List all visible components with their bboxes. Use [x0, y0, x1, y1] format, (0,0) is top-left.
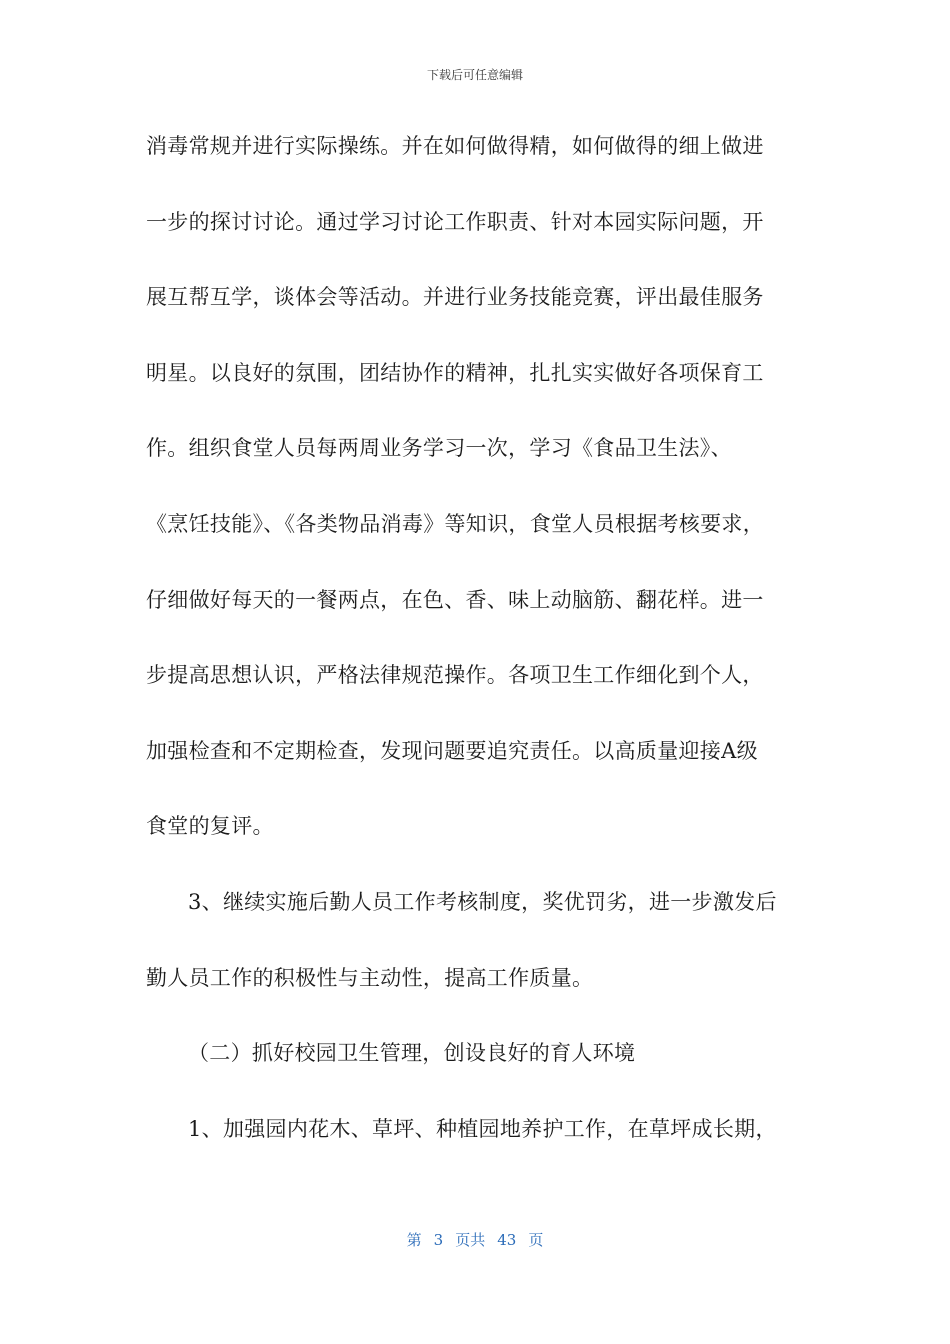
paragraph-start-line: 3、继续实施后勤人员工作考核制度，奖优罚劣，进一步激发后 — [188, 889, 777, 914]
text-line: 展互帮互学，谈体会等活动。并进行业务技能竞赛，评出最佳服务 — [146, 285, 764, 310]
footer-suffix: 页 — [528, 1231, 544, 1249]
section-heading: （二）抓好校园卫生管理，创设良好的育人环境 — [188, 1041, 636, 1066]
text-line: 勤人员工作的积极性与主动性，提高工作质量。 — [146, 965, 594, 990]
text-line: 一步的探讨讨论。通过学习讨论工作职责、针对本园实际问题，开 — [146, 209, 764, 234]
text-line: 《烹饪技能》、《各类物品消毒》等知识，食堂人员根据考核要求， — [146, 511, 764, 536]
footer-prefix: 第 — [406, 1231, 422, 1249]
document-body — [146, 128, 806, 1186]
text-line: 加强检查和不定期检查，发现问题要追究责任。以高质量迎接A级 — [146, 738, 758, 763]
text-line: 作。组织食堂人员每两周业务学习一次，学习《食品卫生法》、 — [146, 436, 732, 461]
text-line: 食堂的复评。 — [146, 814, 274, 839]
page-footer — [0, 1229, 950, 1250]
footer-page-number: 3 — [433, 1231, 444, 1249]
text-line: 消毒常规并进行实际操练。并在如何做得精，如何做得的细上做进 — [146, 134, 764, 158]
text-line: 明星。以良好的氛围，团结协作的精神，扎扎实实做好各项保育工 — [146, 360, 764, 385]
footer-middle: 页共 — [455, 1231, 486, 1249]
page-header: 下载后可任意编辑 — [426, 68, 523, 82]
text-line: 步提高思想认识，严格法律规范操作。各项卫生工作细化到个人， — [146, 663, 764, 688]
text-line: 仔细做好每天的一餐两点，在色、香、味上动脑筋、翻花样。进一 — [146, 587, 764, 612]
paragraph-start-line: 1、加强园内花木、草坪、种植园地养护工作，在草坪成长期， — [188, 1116, 777, 1141]
footer-total-pages: 43 — [497, 1231, 517, 1249]
